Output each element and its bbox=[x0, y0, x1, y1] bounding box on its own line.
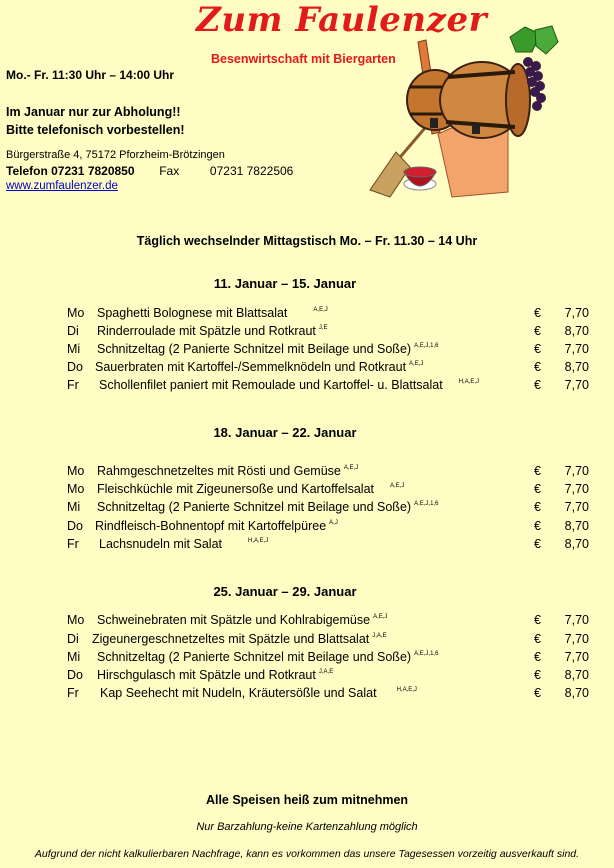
menu-dish: Zigeunergeschnetzeltes mit Spätzle und Blattsalat $^{J,A,E}$ bbox=[92, 632, 387, 646]
menu-dish: Rindfleisch-Bohnentopf mit Kartoffelpüree $^{A,J}$ bbox=[95, 519, 338, 533]
menu-row bbox=[67, 500, 589, 518]
address: Bürgerstraße 4, 75172 Pforzheim-Brötzingen bbox=[6, 149, 225, 161]
menu-price: 7,70 bbox=[564, 632, 589, 646]
restaurant-logo-title: Zum Faulenzer bbox=[196, 0, 488, 40]
menu-day: Fr bbox=[67, 537, 79, 551]
menu-day: Mo bbox=[67, 482, 85, 496]
menu-dish: Fleischküchle mit Zigeunersoße und Kartoffelsalat $^{A,E,J}$ bbox=[97, 482, 405, 496]
menu-day: Fr bbox=[67, 378, 79, 392]
contact-line bbox=[6, 164, 293, 178]
menu-row bbox=[67, 342, 589, 360]
menu-day: Mo bbox=[67, 613, 85, 627]
menu-dish: Hirschgulasch mit Spätzle und Rotkraut $^{J,A,E}$ bbox=[97, 668, 334, 682]
fax-number: 07231 7822506 bbox=[209, 164, 294, 178]
menu-day: Mo bbox=[67, 306, 85, 320]
website-link[interactable]: www.zumfaulenzer.de bbox=[6, 180, 118, 192]
menu-dish: Sauerbraten mit Kartoffel-/Semmelknödeln und Rotkraut $^{A,E,J}$ bbox=[95, 360, 424, 374]
currency-symbol: € bbox=[534, 668, 541, 682]
menu-row bbox=[67, 378, 589, 396]
currency-symbol: € bbox=[534, 613, 541, 627]
menu-price: 7,70 bbox=[564, 342, 589, 356]
menu-price: 8,70 bbox=[564, 668, 589, 682]
currency-symbol: € bbox=[534, 650, 541, 664]
menu-dish: Schollenfilet paniert mit Remoulade und Kartoffel- u. Blattsalat $^{H,A,E,J}$ bbox=[99, 378, 480, 392]
menu-row bbox=[67, 360, 589, 378]
currency-symbol: € bbox=[534, 378, 541, 392]
currency-symbol: € bbox=[534, 324, 541, 338]
currency-symbol: € bbox=[534, 686, 541, 700]
notice bbox=[6, 103, 185, 139]
menu-day: Do bbox=[67, 519, 83, 533]
menu-price: 8,70 bbox=[564, 537, 589, 551]
currency-symbol: € bbox=[534, 360, 541, 374]
menu-row bbox=[67, 632, 589, 650]
currency-symbol: € bbox=[534, 342, 541, 356]
menu-row bbox=[67, 613, 589, 631]
menu-day: Mi bbox=[67, 650, 81, 664]
currency-symbol: € bbox=[534, 306, 541, 320]
currency-symbol: € bbox=[534, 519, 541, 533]
week-3-title: 25. Januar – 29. Januar bbox=[213, 584, 357, 599]
currency-symbol: € bbox=[534, 482, 541, 496]
menu-row bbox=[67, 686, 589, 704]
menu-dish: Spaghetti Bolognese mit Blattsalat $^{A,E,J}$ bbox=[97, 306, 328, 320]
notice-line-1: Im Januar nur zur Abholung!! bbox=[6, 105, 181, 119]
menu-day: Di bbox=[67, 324, 79, 338]
barrel-illustration bbox=[360, 22, 560, 202]
notice-line-2: Bitte telefonisch vorbestellen! bbox=[6, 123, 185, 137]
menu-day: Do bbox=[67, 668, 83, 682]
menu-price: 7,70 bbox=[564, 650, 589, 664]
menu-dish: Schweinebraten mit Spätzle und Kohlrabigemüse $^{A,E,J}$ bbox=[97, 613, 388, 627]
soldout-disclaimer: Aufgrund der nicht kalkulierbaren Nachfrage, kann es vorkommen das unsere Tagesessen vorzeitig ausverkauft sind. bbox=[34, 848, 580, 860]
menu-day: Di bbox=[67, 632, 79, 646]
menu-price: 8,70 bbox=[564, 360, 589, 374]
menu-dish: Rahmgeschnetzeltes mit Rösti und Gemüse $^{A,E,J}$ bbox=[97, 464, 359, 478]
menu-dish: Schnitzeltag (2 Panierte Schnitzel mit Beilage und Soße) $^{A,E,J,1,6}$ bbox=[97, 500, 439, 514]
menu-day: Do bbox=[67, 360, 83, 374]
currency-symbol: € bbox=[534, 500, 541, 514]
menu-price: 8,70 bbox=[564, 324, 589, 338]
menu-day: Mi bbox=[67, 342, 81, 356]
payment-note: Nur Barzahlung-keine Kartenzahlung möglich bbox=[196, 821, 418, 833]
menu-day: Mo bbox=[67, 464, 85, 478]
menu-row bbox=[67, 482, 589, 500]
opening-hours: Mo.- Fr. 11:30 Uhr – 14:00 Uhr bbox=[6, 68, 175, 82]
takeaway-note: Alle Speisen heiß zum mitnehmen bbox=[205, 793, 409, 807]
menu-day: Mi bbox=[67, 500, 81, 514]
week-1-title: 11. Januar – 15. Januar bbox=[213, 276, 357, 291]
menu-day: Fr bbox=[67, 686, 79, 700]
currency-symbol: € bbox=[534, 464, 541, 478]
restaurant-subtitle: Besenwirtschaft mit Biergarten bbox=[211, 52, 396, 66]
menu-price: 8,70 bbox=[564, 519, 589, 533]
menu-dish: Rinderroulade mit Spätzle und Rotkraut $^{J,E}$ bbox=[97, 324, 328, 338]
menu-row bbox=[67, 519, 589, 537]
menu-row bbox=[67, 464, 589, 482]
menu-price: 8,70 bbox=[564, 686, 589, 700]
menu-dish: Kap Seehecht mit Nudeln, Kräutersößle und Salat $^{H,A,E,J}$ bbox=[100, 686, 417, 700]
currency-symbol: € bbox=[534, 632, 541, 646]
menu-price: 7,70 bbox=[564, 306, 589, 320]
fax-label: Fax bbox=[159, 164, 180, 178]
menu-dish: Schnitzeltag (2 Panierte Schnitzel mit Beilage und Soße) $^{A,E,J,1,6}$ bbox=[97, 650, 439, 664]
menu-row bbox=[67, 668, 589, 686]
daily-menu-title: Täglich wechselnder Mittagstisch Mo. – Fr. 11.30 – 14 Uhr bbox=[136, 234, 478, 248]
menu-row bbox=[67, 306, 589, 324]
menu-price: 7,70 bbox=[564, 464, 589, 478]
menu-row bbox=[67, 324, 589, 342]
currency-symbol: € bbox=[534, 537, 541, 551]
phone-number: Telefon 07231 7820850 bbox=[6, 164, 135, 178]
week-2-title: 18. Januar – 22. Januar bbox=[213, 425, 357, 440]
menu-price: 7,70 bbox=[564, 378, 589, 392]
menu-price: 7,70 bbox=[564, 482, 589, 496]
menu-dish: Schnitzeltag (2 Panierte Schnitzel mit Beilage und Soße) $^{A,E,J,1,6}$ bbox=[97, 342, 439, 356]
menu-price: 7,70 bbox=[564, 500, 589, 514]
menu-dish: Lachsnudeln mit Salat $^{H,A,E,J}$ bbox=[99, 537, 269, 551]
menu-price: 7,70 bbox=[564, 613, 589, 627]
menu-row bbox=[67, 537, 589, 555]
menu-row bbox=[67, 650, 589, 668]
